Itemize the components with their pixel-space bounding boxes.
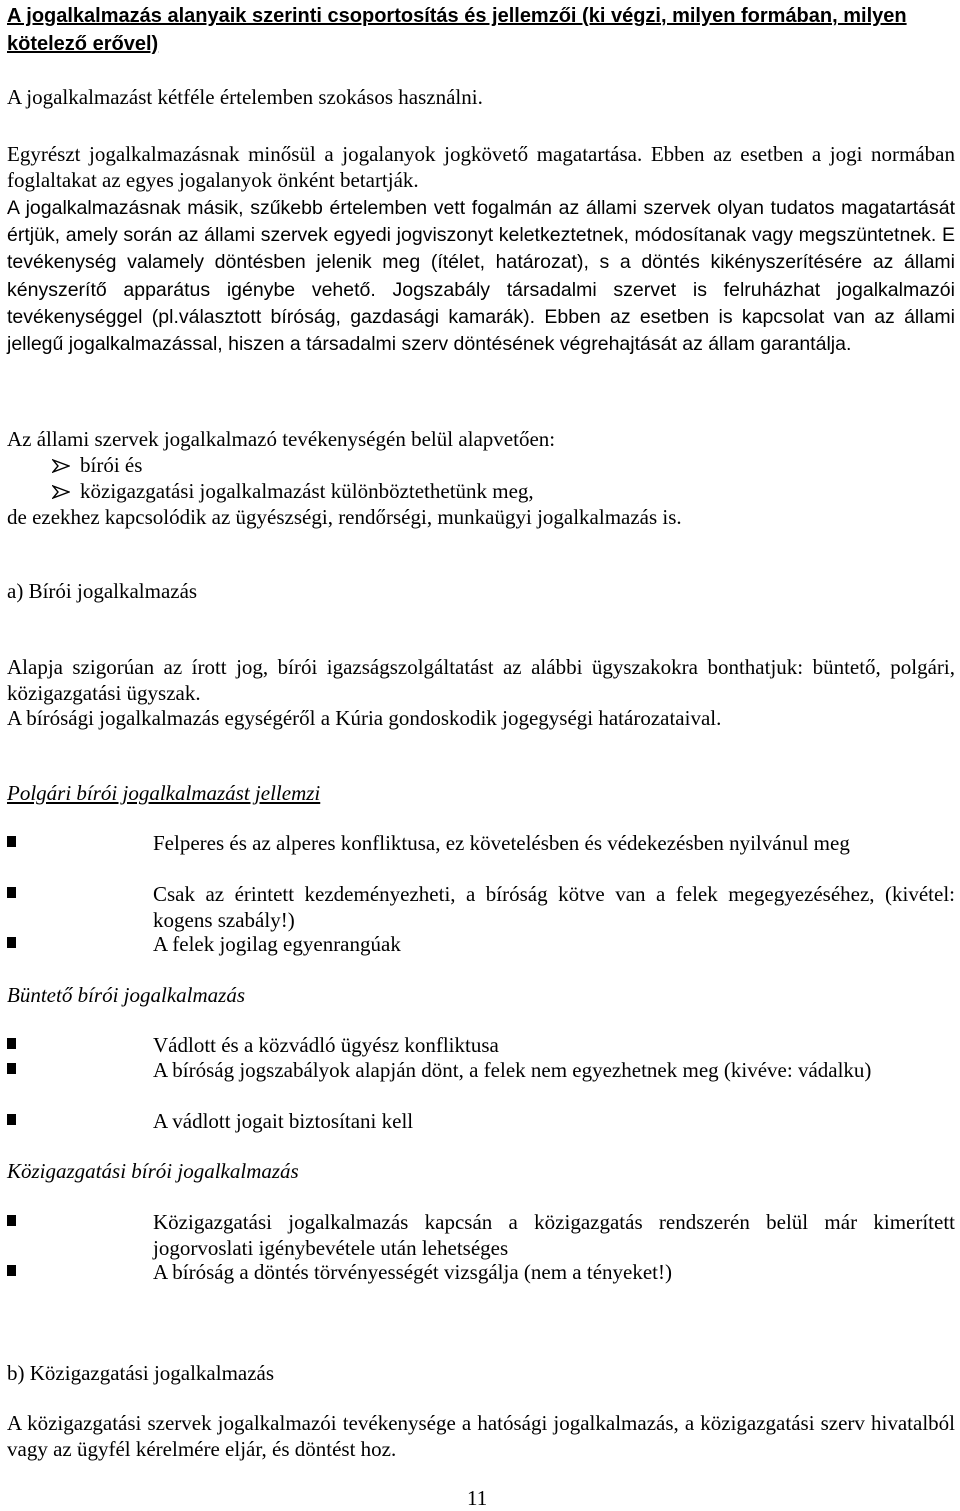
square-bullet-icon: [7, 1038, 16, 1049]
intro-paragraph-2: Egyrészt jogalkalmazásnak minősül a jogalanyok jogkövető magatartása. Ebben az esetben a jogi normában foglaltakat az egyes jogalanyok önként betartják.: [7, 142, 955, 192]
list-item: [7, 1057, 955, 1109]
list-item: [52, 478, 534, 504]
intro-paragraph-3: A jogalkalmazásnak másik, szűkebb értelemben vett fogalmán az állami szervek olyan tudatos magatartását értjük, amely során az állami szervek egyedi jogviszonyt keletkeztetnek, módosítanak vagy megszüntetnek. E tevékenység valamely döntésben jelenik meg (ítélet, határozat), s a döntés kikényszerítésére az állami kényszerítő apparátus igénybe vehető. Jogszabály társadalmi szervet is felruházhat jogalkalmazói tevékenységgel (pl.választott bíróság, gazdasági kamarák). Ebben az esetben is kapcsolat van az állami jellegű jogalkalmazással, hiszen a társadalmi szerv döntésének végrehajtását az állam garantálja.: [7, 197, 955, 356]
arrow-bullet-icon: [52, 485, 70, 499]
section-a-paragraph-2: A bírósági jogalkalmazás egységéről a Kúria gondoskodik jogegységi határozataival.: [7, 706, 722, 730]
arrow-bullet-icon: [52, 459, 70, 473]
list-item-text: Csak az érintett kezdeményezheti, a bíróság kötve van a felek megegyezéséhez, (kivétel: kogens szabály!): [153, 882, 955, 932]
list-item-text: A vádlott jogait biztosítani kell: [153, 1109, 414, 1133]
list-item: [7, 1032, 955, 1058]
list-item-text: bírói és: [80, 453, 143, 477]
square-bullet-icon: [7, 1265, 16, 1276]
criminal-heading: Büntető bírói jogalkalmazás: [7, 983, 245, 1007]
square-bullet-icon: [7, 1215, 16, 1226]
section-a-heading: a) Bírói jogalkalmazás: [7, 579, 198, 603]
administrative-heading: Közigazgatási bírói jogalkalmazás: [7, 1159, 299, 1183]
list-item: [7, 881, 955, 933]
list-item: [7, 931, 955, 957]
list-item: [7, 830, 955, 882]
intro-paragraph-1: A jogalkalmazást kétféle értelemben szokásos használni.: [7, 85, 483, 109]
list-item: [7, 1209, 955, 1261]
square-bullet-icon: [7, 887, 16, 898]
square-bullet-icon: [7, 1063, 16, 1074]
section-b-paragraph-1: A közigazgatási szervek jogalkalmazói tevékenysége a hatósági jogalkalmazás, a közigazgatási szerv hivatalból vagy az ügyfél kérelmére eljár, és döntést hoz.: [7, 1411, 955, 1461]
square-bullet-icon: [7, 937, 16, 948]
list-item-text: A bíróság jogszabályok alapján dönt, a felek nem egyezhetnek meg (kivéve: vádalku): [153, 1058, 872, 1082]
page-title: A jogalkalmazás alanyaik szerinti csoportosítás és jellemzői (ki végzi, milyen formában, milyen kötelező erővel): [7, 5, 907, 55]
list-item: [7, 1259, 955, 1285]
list-item: [7, 1108, 955, 1134]
section-a-paragraph-1: Alapja szigorúan az írott jog, bírói igazságszolgáltatást az alábbi ügyszakokra bonthatjuk: büntető, polgári, közigazgatási ügyszak.: [7, 655, 955, 705]
square-bullet-icon: [7, 836, 16, 847]
section-b-heading: b) Közigazgatási jogalkalmazás: [7, 1361, 275, 1385]
state-bodies-lead: Az állami szervek jogalkalmazó tevékenységén belül alapvetően:: [7, 427, 556, 451]
list-item-text: közigazgatási jogalkalmazást különböztethetünk meg,: [80, 479, 534, 503]
civil-heading: Polgári bírói jogalkalmazást jellemzi: [7, 781, 321, 805]
list-item-text: A felek jogilag egyenrangúak: [153, 932, 401, 956]
list-item-text: Közigazgatási jogalkalmazás kapcsán a közigazgatás rendszerén belül már kimerített jogorvoslati igénybevétele után lehetséges: [153, 1210, 955, 1260]
page-number: 11: [467, 1486, 488, 1510]
list-item-text: A bíróság a döntés törvényességét vizsgálja (nem a tényeket!): [153, 1260, 672, 1284]
state-bodies-tail: de ezekhez kapcsolódik az ügyészségi, rendőrségi, munkaügyi jogalkalmazás is.: [7, 505, 682, 529]
list-item: [52, 452, 142, 478]
square-bullet-icon: [7, 1114, 16, 1125]
list-item-text: Felperes és az alperes konfliktusa, ez követelésben és védekezésben nyilvánul meg: [153, 831, 850, 855]
list-item-text: Vádlott és a közvádló ügyész konfliktusa: [153, 1033, 499, 1057]
